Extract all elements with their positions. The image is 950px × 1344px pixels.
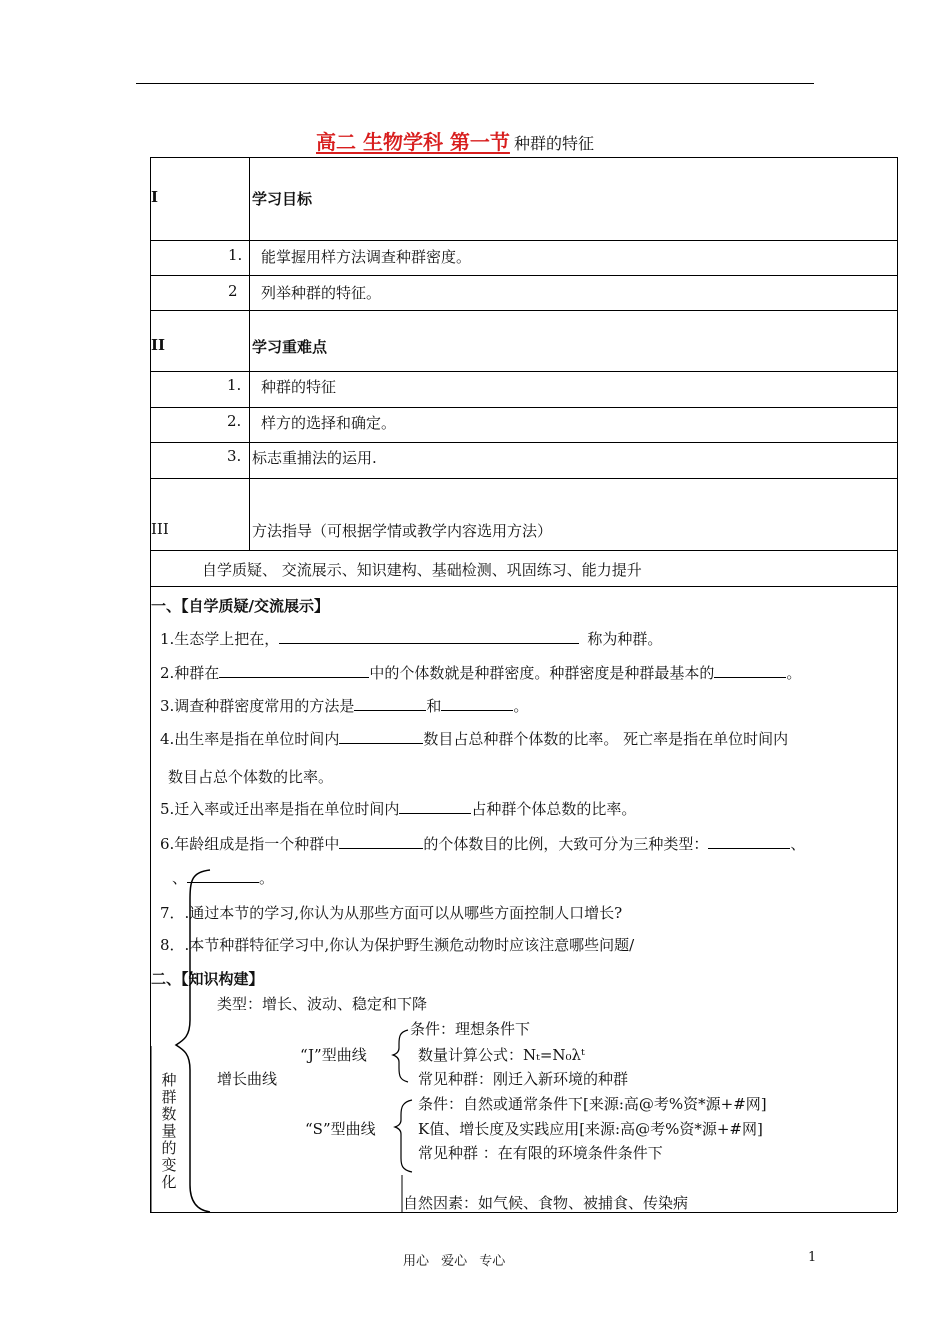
question-1: 1.生态学上把在， 称为种群。 xyxy=(160,630,663,648)
table-line xyxy=(150,407,897,408)
table-line xyxy=(150,478,897,479)
s-species: 常见种群 ：在有限的环境条件条件下 xyxy=(418,1144,663,1162)
question-4: 4.出生率是指在单位时间内 数目占总种群个体数的比率。 死亡率是指在单位时间内 xyxy=(160,730,789,748)
section-num: II xyxy=(151,336,166,354)
question-3: 3.调查种群密度常用的方法是 和 。 xyxy=(160,697,529,715)
difficulty-text: 标志重捕法的运用. xyxy=(252,449,377,467)
header-rule xyxy=(136,83,814,84)
side-label: 种 群 数 量 的 变 化 xyxy=(161,1071,177,1191)
table-line xyxy=(150,275,897,276)
blank[interactable] xyxy=(399,799,471,814)
title-red: 高二 生物学科 第一节 xyxy=(316,130,510,154)
method-list: 自学质疑、 交流展示、知识建构、基础检测、巩固练习、能力提升 xyxy=(202,561,642,579)
s-brace xyxy=(395,1100,412,1172)
goal-num: 2 xyxy=(228,282,238,300)
section-num: I xyxy=(151,188,159,206)
table-line xyxy=(150,240,897,241)
s-condition: 条件：自然或通常条件下[来源:高@考%资*源+#网] xyxy=(418,1095,767,1113)
section-num: III xyxy=(151,520,169,538)
question-6: 6.年龄组成是指一个种群中 的个体数目的比例，大致可分为三种类型： 、 xyxy=(160,835,806,853)
footer-text: 用心 爱心 专心 xyxy=(403,1254,506,1269)
part2-heading: 二、【知识构建】 xyxy=(151,970,264,988)
blank[interactable] xyxy=(354,696,426,711)
table-line xyxy=(150,586,897,587)
difficulty-text: 样方的选择和确定。 xyxy=(261,414,397,432)
table-line xyxy=(150,442,897,443)
blank[interactable] xyxy=(708,834,790,849)
table-line xyxy=(150,157,897,158)
difficulty-text: 种群的特征 xyxy=(261,378,337,396)
page-title xyxy=(316,126,594,155)
j-brace xyxy=(393,1030,408,1082)
s-k-value: K值、增长度及实践应用[来源:高@考%资*源+#网] xyxy=(418,1120,763,1138)
table-line xyxy=(150,310,897,311)
question-5: 5.迁入率或迁出率是指在单位时间内 占种群个体总数的比率。 xyxy=(160,800,637,818)
natural-factors: 自然因素：如气候、食物、被捕食、传染病 xyxy=(403,1194,689,1212)
goal-text: 列举种群的特征。 xyxy=(261,284,382,302)
blank[interactable] xyxy=(339,729,423,744)
blank[interactable] xyxy=(339,834,423,849)
j-species: 常见种群：刚迁入新环境的种群 xyxy=(418,1070,629,1088)
question-6-cont: 、 。 xyxy=(172,869,275,887)
question-2: 2.种群在 中的个体数就是种群密度。种群密度是种群最基本的 。 xyxy=(160,664,802,682)
goal-text: 能掌握用样方法调查种群密度。 xyxy=(261,248,472,266)
page-number: 1 xyxy=(808,1250,817,1265)
table-line xyxy=(897,157,898,1212)
blank[interactable] xyxy=(441,696,513,711)
section-label: 学习重难点 xyxy=(252,338,328,356)
blank[interactable] xyxy=(714,663,786,678)
types-line: 类型：增长、波动、稳定和下降 xyxy=(217,995,428,1013)
j-condition: 条件：理想条件下 xyxy=(410,1020,531,1038)
question-4-cont: 数目占总个体数的比率。 xyxy=(168,768,334,786)
table-line xyxy=(150,157,151,1212)
difficulty-num: 3. xyxy=(227,447,242,465)
growth-curve-label: 增长曲线 xyxy=(217,1070,278,1088)
title-black: 种群的特征 xyxy=(513,134,594,153)
section-label: 方法指导（可根据学情或教学内容选用方法） xyxy=(252,522,553,540)
table-line xyxy=(249,157,250,550)
question-7: 7．.通过本节的学习,你认为从那些方面可以从哪些方面控制人口增长? xyxy=(160,904,623,922)
difficulty-num: 1. xyxy=(227,376,242,394)
section-label: 学习目标 xyxy=(252,190,313,208)
question-8: 8．.本节种群特征学习中,你认为保护野生濒危动物时应该注意哪些问题/ xyxy=(160,936,635,954)
j-formula: 数量计算公式：Nₜ=N₀λᵗ xyxy=(418,1046,585,1064)
j-curve-label: “J”型曲线 xyxy=(300,1046,367,1064)
difficulty-num: 2. xyxy=(227,412,242,430)
s-curve-label: “S”型曲线 xyxy=(305,1120,376,1138)
blank[interactable] xyxy=(279,629,579,644)
goal-num: 1. xyxy=(228,246,243,264)
part1-heading: 一、【自学质疑/交流展示】 xyxy=(151,597,329,615)
table-line xyxy=(150,371,897,372)
blank[interactable] xyxy=(187,868,259,883)
blank[interactable] xyxy=(219,663,369,678)
table-line xyxy=(150,550,897,551)
